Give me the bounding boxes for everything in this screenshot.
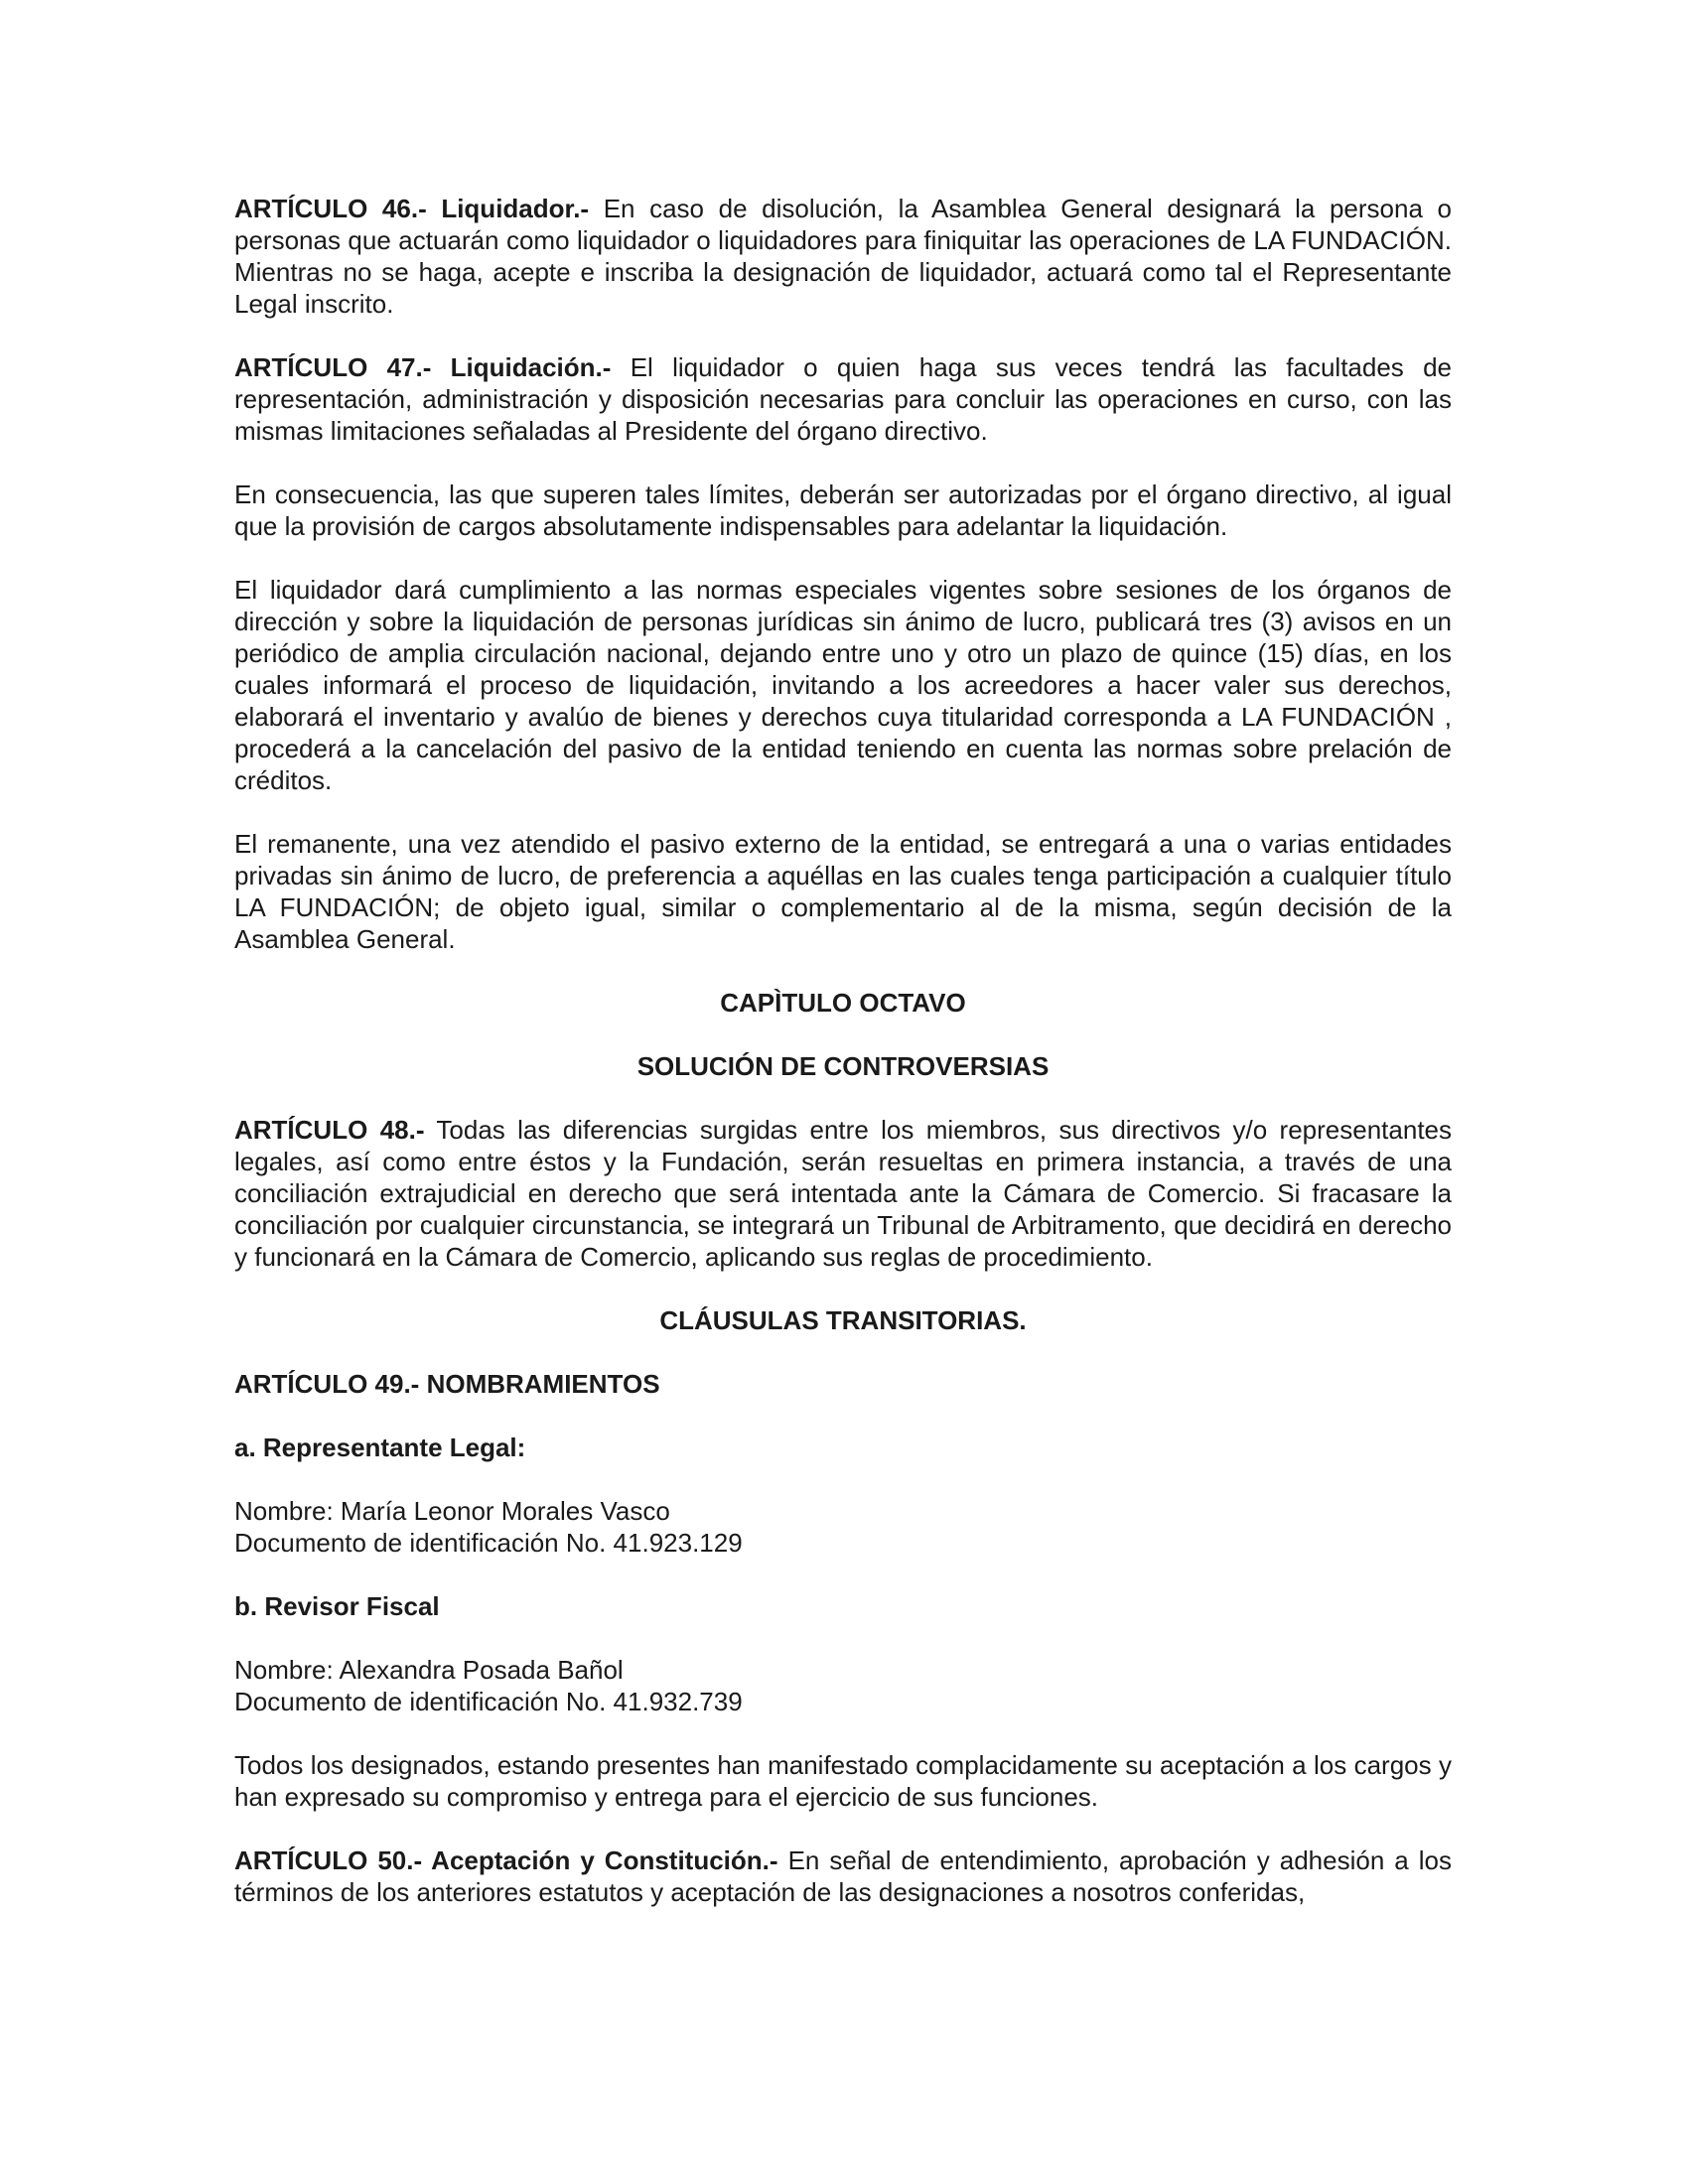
legal-representative-name: Nombre: María Leonor Morales Vasco [234, 1496, 670, 1526]
article-47-paragraph-2: En consecuencia, las que superen tales límites, deberán ser autorizadas por el órgano directivo, al igual que la provisión de cargos absolutamente indispensables para adelantar la liquidación. [234, 479, 1452, 541]
article-47-label: ARTÍCULO 47.- Liquidación.- [234, 352, 612, 382]
fiscal-auditor-document: Documento de identificación No. 41.932.739 [234, 1687, 743, 1716]
document-page [234, 193, 1452, 1940]
fiscal-auditor-name: Nombre: Alexandra Posada Bañol [234, 1655, 624, 1685]
appointments-closing: Todos los designados, estando presentes han manifestado complacidamente su aceptación a los cargos y han expresado su compromiso y entrega para el ejercicio de sus funciones. [234, 1750, 1452, 1812]
chapter-subtitle: SOLUCIÓN DE CONTROVERSIAS [636, 1051, 1050, 1081]
fiscal-auditor-details [234, 1654, 1452, 1717]
legal-representative-details [234, 1495, 1452, 1559]
article-50 [234, 1844, 1452, 1908]
article-48 [234, 1114, 1452, 1273]
chapter-title: CAPÌTULO OCTAVO [720, 988, 966, 1018]
article-48-text: Todas las diferencias surgidas entre los miembros, sus directivos y/o representantes legales, así como entre éstos y la Fundación, serán resueltas en primera instancia, a través de una conciliación extrajudicial en derecho que será intentada ante la Cámara de Comercio. Si fracasare la conciliación por cualquier circunstancia, se integrará un Tribunal de Arbitramento, que decidirá en derecho y funcionará en la Cámara de Comercio, aplicando sus reglas de procedimiento. [234, 1115, 1453, 1272]
article-50-label: ARTÍCULO 50.- Aceptación y Constitución.- [234, 1845, 778, 1875]
article-46 [234, 193, 1452, 320]
article-47-paragraph-4: El remanente, una vez atendido el pasivo externo de la entidad, se entregará a una o varias entidades privadas sin ánimo de lucro, de preferencia a aquéllas en las cuales tenga participación a cualquier título LA FUNDACIÓN; de objeto igual, similar o complementario al de la misma, según decisión de la Asamblea General. [234, 829, 1452, 954]
article-49-heading: ARTÍCULO 49.- NOMBRAMIENTOS [234, 1369, 660, 1399]
article-47 [234, 351, 1452, 447]
legal-representative-document: Documento de identificación No. 41.923.129 [234, 1528, 743, 1558]
legal-representative-heading: a. Representante Legal: [234, 1433, 526, 1462]
transitory-clauses-title: CLÁUSULAS TRANSITORIAS. [659, 1305, 1027, 1335]
article-47-text: El liquidador o quien haga sus veces tendrá las facultades de representación, administración y disposición necesarias para concluir las operaciones en curso, con las mismas limitaciones señaladas al Presidente del órgano directivo. [234, 352, 1452, 446]
article-50-text: En señal de entendimiento, aprobación y adhesión a los términos de los anteriores estatutos y aceptación de las designaciones a nosotros conferidas, [234, 1845, 1452, 1907]
article-46-label: ARTÍCULO 46.- Liquidador.- [234, 194, 590, 223]
article-46-text: En caso de disolución, la Asamblea General designará la persona o personas que actuarán como liquidador o liquidadores para finiquitar las operaciones de LA FUNDACIÓN. Mientras no se haga, acepte e inscriba la designación de liquidador, actuará como tal el Representante Legal inscrito. [234, 194, 1452, 319]
article-47-paragraph-3: El liquidador dará cumplimiento a las normas especiales vigentes sobre sesiones de los órganos de dirección y sobre la liquidación de personas jurídicas sin ánimo de lucro, publicará tres (3) avisos en un periódico de amplia circulación nacional, dejando entre uno y otro un plazo de quince (15) días, en los cuales informará el proceso de liquidación, invitando a los acreedores a hacer valer sus derechos, elaborará el inventario y avalúo de bienes y derechos cuya titularidad corresponda a LA FUNDACIÓN , procederá a la cancelación del pasivo de la entidad teniendo en cuenta las normas sobre prelación de créditos. [234, 575, 1452, 795]
fiscal-auditor-heading: b. Revisor Fiscal [234, 1591, 440, 1621]
article-48-label: ARTÍCULO 48.- [234, 1115, 425, 1145]
